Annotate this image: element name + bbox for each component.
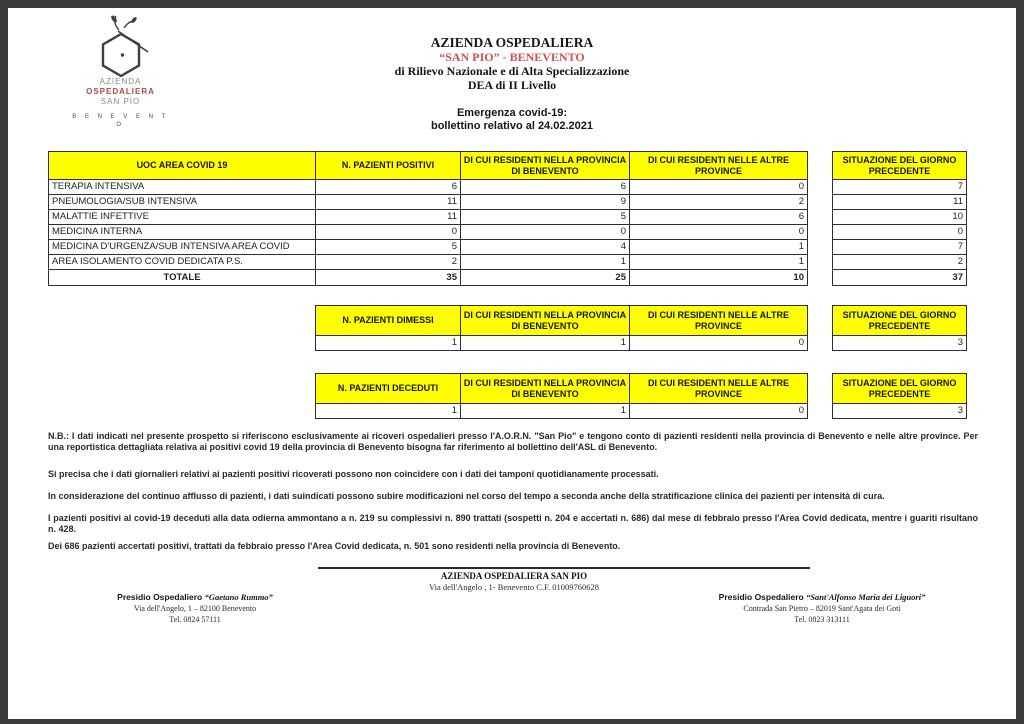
total-altre: 10: [630, 270, 808, 286]
prev-cell: 0: [833, 225, 967, 240]
benevento-cell: 1: [461, 255, 630, 270]
table-row: [49, 225, 808, 240]
total-benevento: 25: [461, 270, 630, 286]
col-header-prev: SITUAZIONE DEL GIORNO PRECEDENTE: [833, 306, 967, 336]
table-row: [316, 336, 808, 351]
positivi-cell: 5: [316, 240, 461, 255]
footer-presidio-right: [662, 592, 982, 625]
hospital-line4: DEA di II Livello: [467, 78, 557, 92]
positivi-cell: 11: [316, 195, 461, 210]
altre-cell: 0: [630, 180, 808, 195]
table-row: [49, 240, 808, 255]
positivi-cell: 6: [316, 180, 461, 195]
logo-text-benevento: B E N E V E N T O: [72, 114, 169, 128]
benevento-cell: 6: [461, 180, 630, 195]
presidio-name: “Sant'Alfonso Maria dei Liguori”: [806, 592, 926, 602]
deceduti-table: [315, 373, 808, 419]
footer-center: [314, 571, 714, 592]
bulletin-line2: bollettino relativo al 24.02.2021: [430, 120, 593, 132]
prev-cell: 3: [833, 404, 967, 419]
footer-presidio-left: [35, 592, 355, 625]
uoc-cell: PNEUMOLOGIA/SUB INTENSIVA: [49, 195, 316, 210]
hospital-title: AZIENDA OSPEDALIERA: [430, 35, 594, 50]
col-header-prev: SITUAZIONE DEL GIORNO PRECEDENTE: [833, 374, 967, 404]
prev-cell: 7: [833, 180, 967, 195]
presidio-label: Presidio Ospedaliero: [718, 592, 807, 602]
benevento-cell: 9: [461, 195, 630, 210]
table-row: [833, 225, 967, 240]
presidio-title: [662, 592, 982, 603]
total-row: [49, 270, 808, 286]
prev-day-main-table: [832, 151, 967, 286]
presidio-address: Via dell'Angelo, 1 – 82100 Benevento: [133, 604, 257, 613]
table-row: [833, 195, 967, 210]
table-row: [49, 255, 808, 270]
col-header-altre: DI CUI RESIDENTI NELLE ALTRE PROVINCE: [630, 152, 808, 180]
col-header-altre: DI CUI RESIDENTI NELLE ALTRE PROVINCE: [630, 306, 808, 336]
altre-cell: 1: [630, 240, 808, 255]
presidio-title: [35, 592, 355, 603]
prev-cell: 11: [833, 195, 967, 210]
benevento-cell: 1: [461, 404, 630, 419]
table-row: [833, 255, 967, 270]
footer-divider: [318, 567, 810, 569]
header-row: [833, 374, 967, 404]
table-row: [49, 195, 808, 210]
altre-cell: 2: [630, 195, 808, 210]
prev-cell: 10: [833, 210, 967, 225]
note-deceduti: I pazienti positivi al covid-19 deceduti alla data odierna ammontano a n. 219 su complessivi n. 890 trattati (sospetti n. 204 e accertati n. 686) dal mese di febbraio presso l'Area Covid dedicata, mentre i guariti risultano n. 428.: [48, 513, 978, 534]
presidio-name: “Gaetano Rummo”: [204, 592, 273, 602]
header-row: [833, 152, 967, 180]
logo-text-ospedaliera: OSPEDALIERA: [86, 87, 155, 96]
col-header-prev: SITUAZIONE DEL GIORNO PRECEDENTE: [833, 152, 967, 180]
total-positivi: 35: [316, 270, 461, 286]
dimessi-cell: 1: [316, 336, 461, 351]
note-precisa: Si precisa che i dati giornalieri relativi ai pazienti positivi ricoverati possono non coincidere con i dati dei tamponi quotidianamente processati.: [48, 469, 659, 479]
col-header-uoc: UOC AREA COVID 19: [49, 152, 316, 180]
col-header-benevento: DI CUI RESIDENTI NELLA PROVINCIA DI BENEVENTO: [461, 306, 630, 336]
presidio-tel: Tel. 0824 57111: [169, 615, 221, 624]
note-afflusso: In considerazione del continuo afflusso di pazienti, i dati suindicati possono subire modificazioni nel corso del tempo a seconda anche della stratificazione clinica dei pazienti per intensità di cura.: [48, 491, 885, 501]
header-row: [316, 306, 808, 336]
document-header: [8, 35, 1016, 92]
col-header-positivi: N. PAZIENTI POSITIVI: [316, 152, 461, 180]
presidio-label: Presidio Ospedaliero: [117, 592, 205, 602]
header-row: [833, 306, 967, 336]
uoc-cell: AREA ISOLAMENTO COVID DEDICATA P.S.: [49, 255, 316, 270]
prev-cell: 7: [833, 240, 967, 255]
logo-text-sanpio: SAN PIO: [100, 97, 141, 106]
table-row: [316, 404, 808, 419]
uoc-cell: MEDICINA INTERNA: [49, 225, 316, 240]
prev-day-dimessi-table: [832, 305, 967, 351]
col-header-dimessi: N. PAZIENTI DIMESSI: [316, 306, 461, 336]
header-row: [49, 152, 808, 180]
total-label: TOTALE: [49, 270, 316, 286]
dimessi-table: [315, 305, 808, 351]
bulletin-title: [8, 107, 1016, 133]
table-row: [49, 210, 808, 225]
note-residenti: Dei 686 pazienti accertati positivi, trattati da febbraio presso l'Area Covid dedicata, n. 501 sono residenti nella provincia di Benevento.: [48, 541, 621, 551]
hospital-subtitle: “SAN PIO” - BENEVENTO: [439, 50, 585, 64]
main-covid-table: [48, 151, 808, 286]
uoc-cell: MEDICINA D'URGENZA/SUB INTENSIVA AREA COVID: [49, 240, 316, 255]
table-row: [833, 180, 967, 195]
table-row: [49, 180, 808, 195]
benevento-cell: 4: [461, 240, 630, 255]
prev-day-deceduti-table: [832, 373, 967, 419]
logo-text-azienda: AZIENDA: [99, 77, 142, 86]
header-row: [316, 374, 808, 404]
uoc-cell: MALATTIE INFETTIVE: [49, 210, 316, 225]
altre-cell: 1: [630, 255, 808, 270]
footer-hospital-address: Via dell'Angelo , 1- Benevento C.F. 01009760628: [428, 582, 600, 592]
benevento-cell: 0: [461, 225, 630, 240]
col-header-deceduti: N. PAZIENTI DECEDUTI: [316, 374, 461, 404]
benevento-cell: 5: [461, 210, 630, 225]
positivi-cell: 0: [316, 225, 461, 240]
altre-cell: 0: [630, 225, 808, 240]
presidio-address: Contrada San Pietro – 82019 Sant'Agata dei Goti: [743, 604, 901, 613]
uoc-cell: TERAPIA INTENSIVA: [49, 180, 316, 195]
col-header-altre: DI CUI RESIDENTI NELLE ALTRE PROVINCE: [630, 374, 808, 404]
altre-cell: 6: [630, 210, 808, 225]
footer-hospital-name: AZIENDA OSPEDALIERA SAN PIO: [440, 571, 588, 581]
table-row: [833, 404, 967, 419]
table-row: [833, 240, 967, 255]
col-header-benevento: DI CUI RESIDENTI NELLA PROVINCIA DI BENEVENTO: [461, 152, 630, 180]
table-row: [833, 336, 967, 351]
bulletin-line1: Emergenza covid-19:: [456, 107, 568, 119]
note-nb: N.B.: I dati indicati nel presente prospetto si riferiscono esclusivamente ai ricoveri ospedalieri presso l'A.O.R.N. "San Pio" e tengono conto di pazienti residenti nella provincia di Benevento e nelle altre province. Per una reportistica dettagliata relativa ai positivi covid 19 della provincia di Benevento bisogna far riferimento al bollettino dell'ASL di Benevento.: [48, 431, 978, 452]
hospital-line3: di Rilievo Nazionale e di Alta Specializzazione: [394, 64, 630, 78]
benevento-cell: 1: [461, 336, 630, 351]
col-header-benevento: DI CUI RESIDENTI NELLA PROVINCIA DI BENEVENTO: [461, 374, 630, 404]
positivi-cell: 11: [316, 210, 461, 225]
table-row: [833, 210, 967, 225]
prev-total: 37: [833, 270, 967, 286]
total-row: [833, 270, 967, 286]
altre-cell: 0: [630, 336, 808, 351]
document-page: [8, 8, 1016, 719]
deceduti-cell: 1: [316, 404, 461, 419]
prev-cell: 2: [833, 255, 967, 270]
altre-cell: 0: [630, 404, 808, 419]
presidio-tel: Tel. 0823 313111: [794, 615, 850, 624]
prev-cell: 3: [833, 336, 967, 351]
positivi-cell: 2: [316, 255, 461, 270]
